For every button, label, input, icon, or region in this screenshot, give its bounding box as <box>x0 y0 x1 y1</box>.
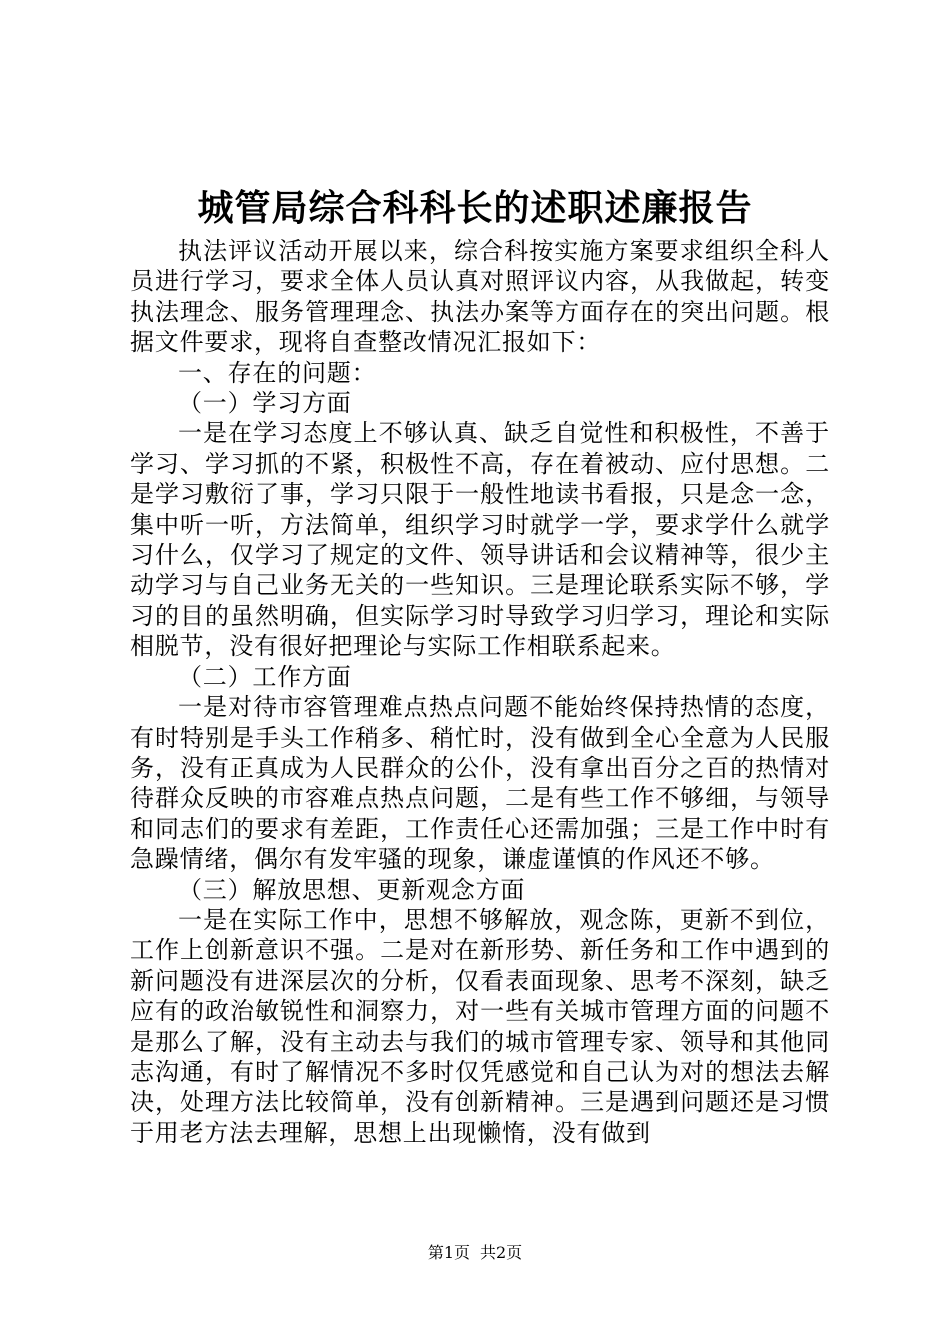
paragraph-thinking: 一是在实际工作中，思想不够解放，观念陈，更新不到位，工作上创新意识不强。二是对在新形势、新任务和工作中遇到的新问题没有进深层次的分析，仅看表面现象、思考不深刻，缺乏应有的政治敏锐性和洞察力，对一些有关城市管理方面的问题不是那么了解，没有主动去与我们的城市管理专家、领导和其他同志沟通，有时了解情况不多时仅凭感觉和自己认为对的想法去解决，处理方法比较简单，没有创新精神。三是遇到问题还是习惯于用老方法去理解，思想上出现懒惰，没有做到 <box>130 905 830 1147</box>
paragraph-work: 一是对待市容管理难点热点问题不能始终保持热情的态度，有时特别是手头工作稍多、稍忙时，没有做到全心全意为人民服务，没有正真成为人民群众的公仆，没有拿出百分之百的热情对待群众反映的市容难点热点问题，二是有些工作不够细，与领导和同志们的要求有差距，工作责任心还需加强；三是工作中时有急躁情绪，偶尔有发牢骚的现象，谦虚谨慎的作风还不够。 <box>130 693 830 874</box>
subsection-heading-thinking: （三）解放思想、更新观念方面 <box>178 875 526 904</box>
paragraph-intro: 执法评议活动开展以来，综合科按实施方案要求组织全科人员进行学习，要求全体人员认真对照评议内容，从我做起，转变执法理念、服务管理理念、执法办案等方面存在的突出问题。根据文件要求，现将自查整改情况汇报如下： <box>130 237 830 357</box>
paragraph-study: 一是在学习态度上不够认真、缺乏自觉性和积极性，不善于学习、学习抓的不紧，积极性不高，存在着被动、应付思想。二是学习敷衍了事，学习只限于一般性地读书看报，只是念一念，集中听一听，方法简单，组织学习时就学一学，要求学什么就学习什么，仅学习了规定的文件、领导讲话和会议精神等，很少主动学习与自己业务无关的一些知识。三是理论联系实际不够，学习的目的虽然明确，但实际学习时导致学习归学习，理论和实际相脱节，没有很好把理论与实际工作相联系起来。 <box>130 419 830 661</box>
subsection-heading-study: （一）学习方面 <box>178 389 352 418</box>
subsection-heading-work: （二）工作方面 <box>178 662 352 691</box>
section-heading-problems: 一、存在的问题： <box>178 358 377 387</box>
page-number: 第1页 <box>427 1243 470 1262</box>
document-body <box>130 236 830 1148</box>
page-footer <box>0 1243 950 1263</box>
page-total: 共2页 <box>480 1243 523 1262</box>
document-title: 城管局综合科科长的述职述廉报告 <box>197 187 753 229</box>
